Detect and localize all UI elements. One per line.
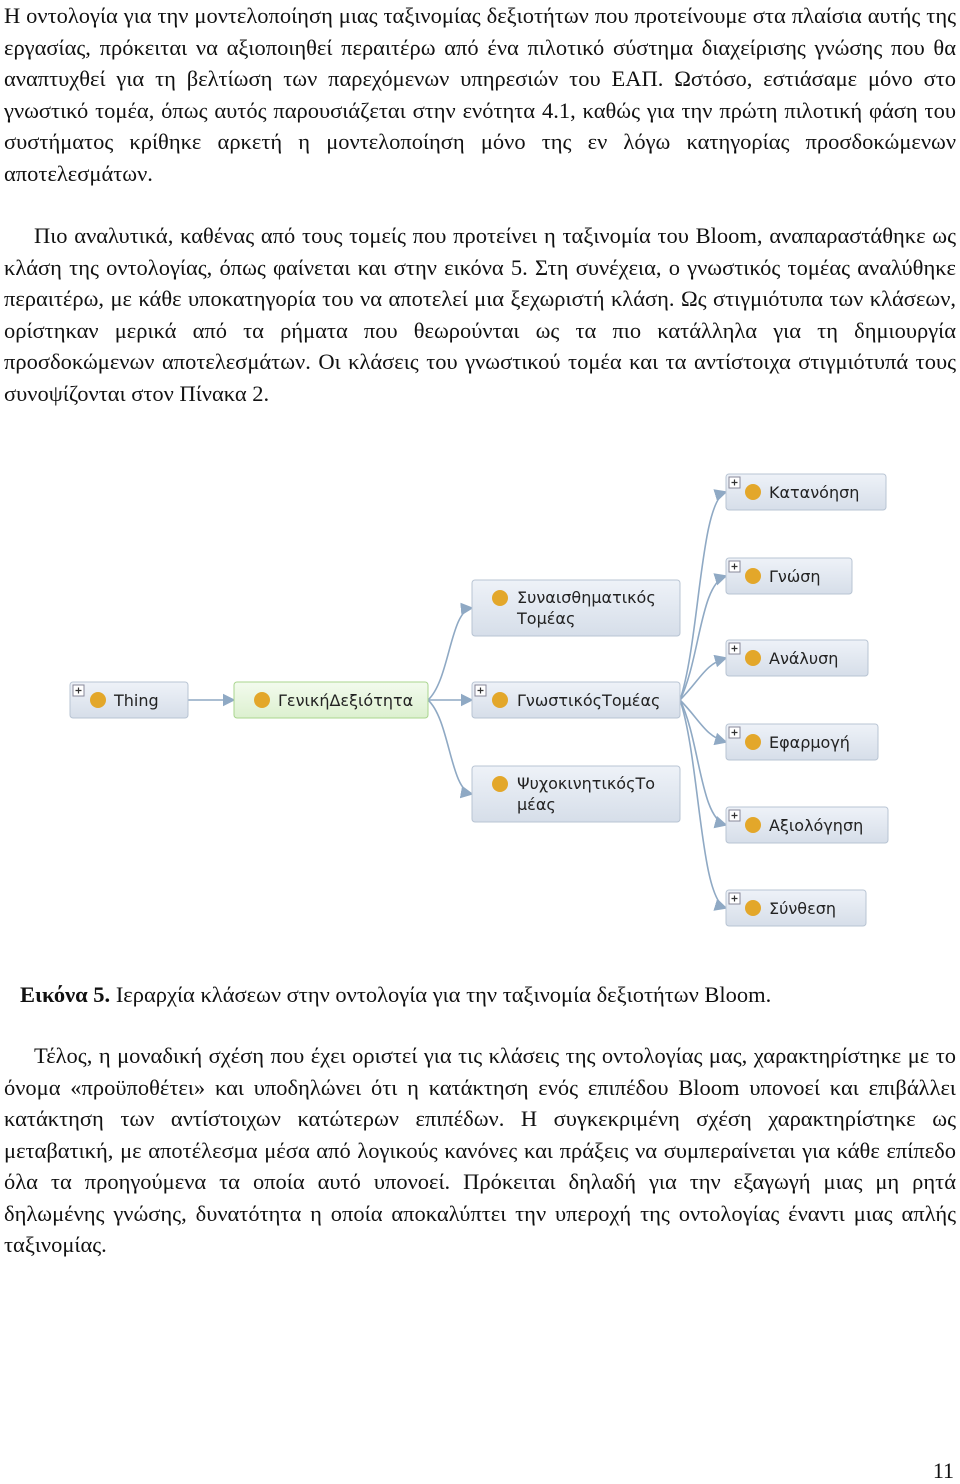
edge-geniki-psycho [428,700,472,794]
paragraph-intro-text: Η οντολογία για την μοντελοποίηση μιας ταξινομίας δεξιοτήτων που προτείνουμε στα πλαίσια αυτής της εργασίας, πρόκειται να αξιοποιηθεί περαιτέρω από ένα πιλοτικό σύστημα διαχείρισης γνώσης που θα αναπτυχθεί για τη βελτίωση των παρεχόμενων υπηρεσιών του ΕΑΠ. Ωστόσο, εστιάσαμε μόνο στο γνωστικό τομέα, όπως αυτός παρουσιάζεται στην ενότητα 4.1, καθώς για την πρώτη πιλοτική φάση του συστήματος κρίθηκε αρκετή η μοντελοποίηση μόνο της εν λόγω κατηγορίας προσδοκώμενων αποτελεσμάτων. [4,3,956,186]
node-label-line2: μέας [517,795,556,814]
paragraph-details-text: Πιο αναλυτικά, καθένας από τους τομείς που προτείνει η ταξινομία του Bloom, αναπαραστάθηκε ως κλάση της οντολογίας, όπως φαίνεται και στην εικόνα 5. Στη συνέχεια, ο γνωστικός τομέας αναλύθηκε περαιτέρω, με κάθε υποκατηγορία του να αποτελεί μια ξεχωριστή κλάση. Ως στιγμιότυπα των κλάσεων, ορίστηκαν μερικά από τα ρήματα που θεωρούνται ως τα πιο κατάλληλα για τη δημιουργία προσδοκώμενων αποτελεσμάτων. Οι κλάσεις του γνωστικού τομέα και τα αντίστοιχα στιγμιότυπά τους συνοψίζονται στον Πίνακα 2. [4,223,956,406]
node-gnosi[interactable] [726,558,852,594]
plus-icon[interactable] [729,893,740,904]
class-dot-icon [745,568,761,584]
node-label: ΓνωστικόςΤομέας [517,691,661,710]
node-synaisthimatikos-tomeas[interactable] [472,580,680,636]
node-label: Εφαρμογή [769,733,850,752]
plus-icon[interactable] [729,643,740,654]
node-efarmogi[interactable] [726,724,878,760]
paragraph-conclusion-text: Τέλος, η μοναδική σχέση που έχει οριστεί για τις κλάσεις της οντολογίας μας, χαρακτηρίστηκε με το όνομα «προϋποθέτει» και υποδηλώνει ότι η κατάκτηση ενός επιπέδου Bloom υπονοεί και επιβάλλει κατάκτηση των αντίστοιχων κατώτερων επιπέδων. Η συγκεκριμένη σχέση χαρακτηρίστηκε ως μεταβατική, με αποτέλεσμα μέσα από λογικούς κανόνες και πράξεις να συμπεραίνεται για κάθε επίπεδο όλα τα προηγούμενα τα οποία αυτό υπονοεί. Πρόκειται δηλαδή για την εξαγωγή μιας μη ρητά δηλωμένης γνώσης, δυνατότητα η οποία αποκαλύπτει την υπεροχή της οντολογίας έναντι μιας απλής ταξινομίας. [4,1043,956,1257]
class-dot-icon [492,590,508,606]
node-label: Αξιολόγηση [769,816,864,835]
node-label: Ανάλυση [769,649,839,668]
figure-caption-label: Εικόνα 5. [20,982,111,1007]
plus-icon[interactable] [729,477,740,488]
node-label-line1: Συναισθηματικός [517,588,656,607]
class-dot-icon [492,692,508,708]
edge-gnostikos-synthesi [680,700,726,908]
edge-geniki-synais [428,608,472,700]
plus-icon[interactable] [475,685,486,696]
node-axiologisi[interactable] [726,807,888,843]
node-label: Κατανόηση [769,483,860,502]
node-katanoisi[interactable] [726,474,886,510]
edge-gnostikos-analysi [680,658,726,700]
class-dot-icon [90,692,106,708]
plus-icon[interactable] [729,561,740,572]
plus-icon[interactable] [729,727,740,738]
class-dot-icon [745,650,761,666]
node-label-line1: ΨυχοκινητικόςΤο [517,774,656,793]
figure-caption [20,980,771,1010]
plus-icon[interactable] [729,810,740,821]
paragraph-intro [4,0,956,189]
paragraph-details [4,220,956,409]
class-dot-icon [745,484,761,500]
figure-caption-text: Ιεραρχία κλάσεων στην οντολογία για την ταξινομία δεξιοτήτων Bloom. [110,982,772,1007]
node-label: Thing [114,691,159,710]
node-label: ΓενικήΔεξιότητα [278,691,414,710]
paragraph-conclusion [4,1040,956,1261]
node-analysi[interactable] [726,640,868,676]
node-psychokinitikos-tomeas[interactable] [472,766,680,822]
node-gnostikos-tomeas[interactable] [472,682,680,718]
edge-gnostikos-efarmogi [680,700,726,742]
class-dot-icon [745,734,761,750]
edge-gnostikos-katanoisi [680,492,726,700]
class-dot-icon [254,692,270,708]
node-synthesi[interactable] [726,890,866,926]
edge-gnostikos-axiologisi [680,700,726,825]
class-dot-icon [745,900,761,916]
page-number: 11 [932,1458,954,1483]
plus-icon[interactable] [73,685,84,696]
class-dot-icon [745,817,761,833]
class-dot-icon [492,776,508,792]
edge-gnostikos-gnosi [680,576,726,700]
node-label: Σύνθεση [769,899,837,918]
node-geniki-dexiotita[interactable] [234,682,428,718]
node-thing[interactable] [70,682,188,718]
node-label: Γνώση [769,567,821,586]
node-label-line2: Τομέας [517,609,576,628]
